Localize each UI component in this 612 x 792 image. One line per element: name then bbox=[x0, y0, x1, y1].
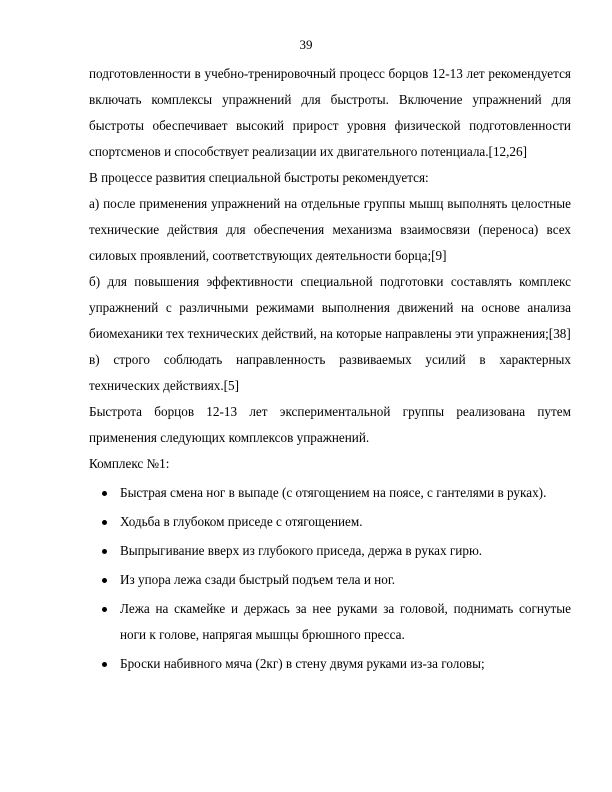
paragraph-item-b: б) для повышения эффективности специальной подготовки составлять комплекс упражнений с различными режимами выполнения движений на основе анализа биомеханики тех технических действий, на которые направлены эти упражнения;[38] bbox=[89, 274, 571, 341]
paragraph-item-a: а) после применения упражнений на отдельные группы мышц выполнять целостные технические действия для обеспечения механизма взаимосвязи (переноса) всех силовых проявлений, соответствующих деятельности борца;[9] bbox=[89, 196, 571, 263]
document-body bbox=[89, 61, 571, 677]
list-item bbox=[89, 596, 571, 648]
list-item-text: Выпрыгивание вверх из глубокого приседа, держа в руках гирю. bbox=[120, 543, 483, 558]
list-item bbox=[89, 538, 571, 564]
list-item-text: Быстрая смена ног в выпаде (с отягощением на поясе, с гантелями в руках). bbox=[120, 485, 547, 500]
list-item bbox=[89, 651, 571, 677]
paragraph-recommendation-heading: В процессе развития специальной быстроты рекомендуется: bbox=[89, 170, 429, 185]
list-item bbox=[89, 480, 571, 506]
paragraph-intro: подготовленности в учебно-тренировочный процесс борцов 12-13 лет рекомендуется включать комплексы упражнений для быстроты. Включение упражнений для быстроты обеспечивает высокий прирост уровня физической подготовленности спортсменов и способствует реализации их двигательного потенциала.[12,26] bbox=[89, 66, 571, 159]
bullet-icon bbox=[102, 491, 107, 496]
list-item bbox=[89, 567, 571, 593]
bullet-icon bbox=[102, 662, 107, 667]
bullet-icon bbox=[102, 549, 107, 554]
bullet-icon bbox=[102, 520, 107, 525]
paragraph-item-c: в) строго соблюдать направленность развиваемых усилий в характерных технических действиях.[5] bbox=[89, 352, 571, 393]
list-item-text: Из упора лежа сзади быстрый подъем тела и ног. bbox=[120, 572, 396, 587]
list-item-text: Броски набивного мяча (2кг) в стену двумя руками из-за головы; bbox=[120, 656, 485, 671]
paragraph-complex-heading: Комплекс №1: bbox=[89, 456, 170, 471]
list-item-text: Ходьба в глубоком приседе с отягощением. bbox=[120, 514, 363, 529]
bullet-icon bbox=[102, 607, 107, 612]
exercise-list bbox=[89, 480, 571, 677]
bullet-icon bbox=[102, 578, 107, 583]
list-item bbox=[89, 509, 571, 535]
page-number: 39 bbox=[299, 37, 313, 52]
list-item-text: Лежа на скамейке и держась за нее руками за головой, поднимать согнутые ноги к голове, напрягая мышцы брюшного пресса. bbox=[120, 601, 571, 642]
paragraph-experiment: Быстрота борцов 12-13 лет экспериментальной группы реализована путем применения следующих комплексов упражнений. bbox=[89, 404, 571, 445]
